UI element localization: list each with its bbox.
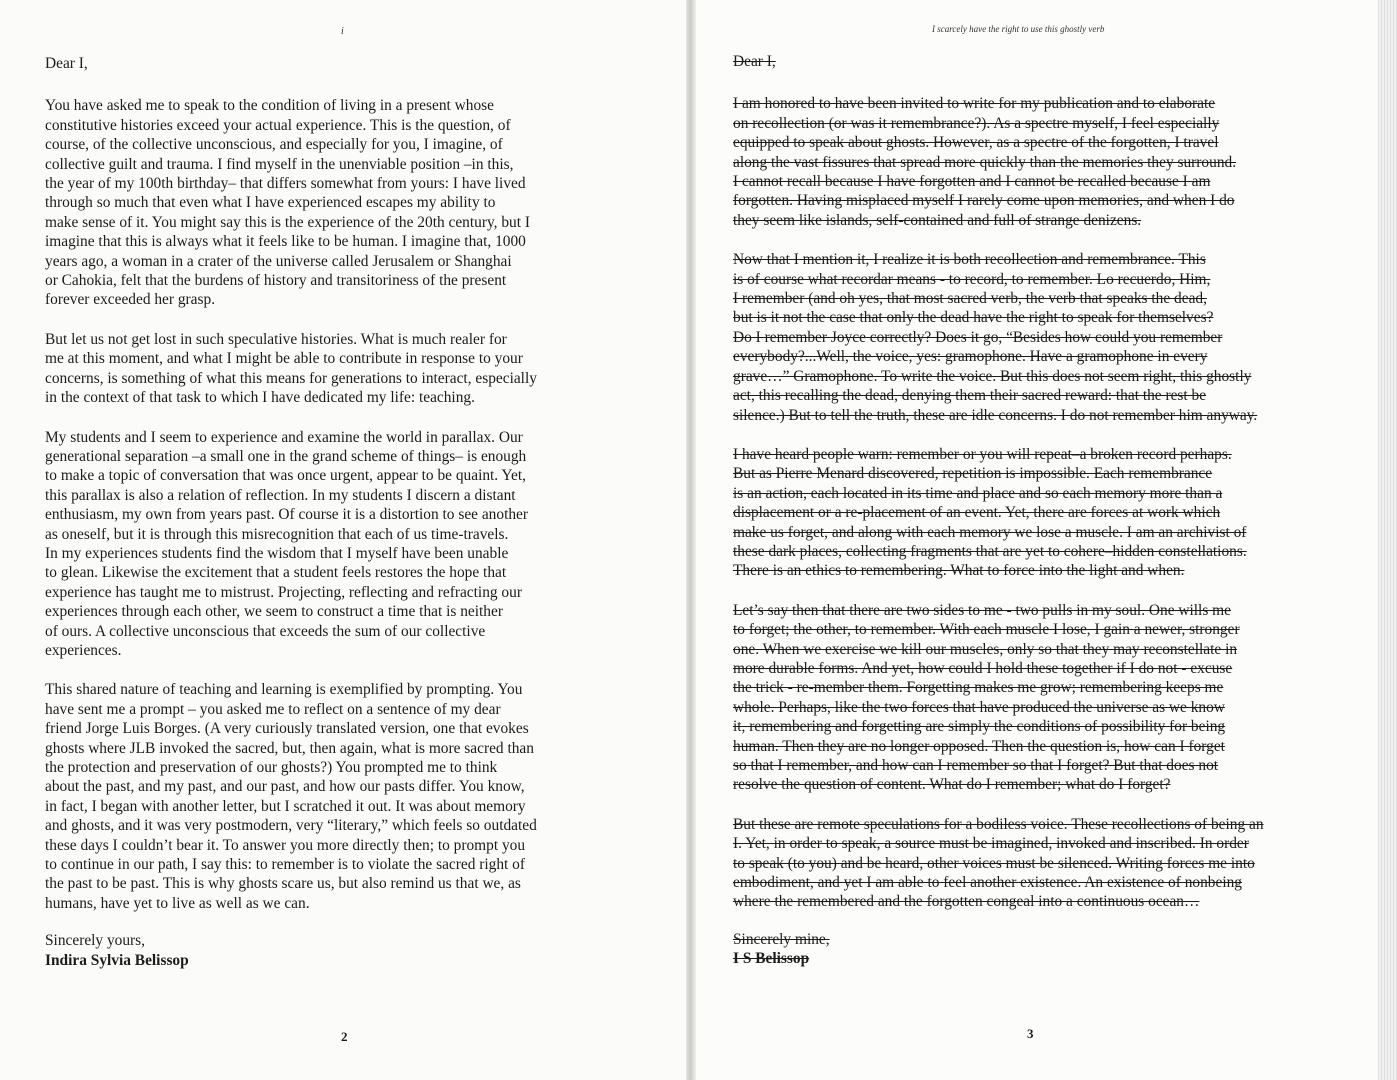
letter-paragraph <box>45 96 645 309</box>
text-line: There is an ethics to remembering. What to force into the light and when. <box>733 562 1185 580</box>
text-line: collective guilt and trauma. I find myself in the unenviable position –in this, <box>45 155 514 173</box>
text-line: but is it not the case that only the dead have the right to speak for themselves? <box>733 309 1214 327</box>
text-line: the year of my 100th birthday– that differs somewhat from yours: I have lived <box>45 175 526 193</box>
text-line: generational separation –a small one in the grand scheme of things– is enough <box>45 447 527 465</box>
text-line: enthusiasm, my own from years past. Of course it is a distortion to see another <box>45 506 528 524</box>
left-page-number: 2 <box>341 1029 348 1044</box>
letter-paragraph <box>45 330 645 408</box>
text-line: You have asked me to speak to the condition of living in a present whose <box>45 97 494 115</box>
text-line: to forget; the other, to remember. With each muscle I lose, I gain a newer, stronger <box>733 621 1240 639</box>
page-edge-stack <box>1378 0 1397 1080</box>
text-line: resolve the question of content. What do I remember; what do I forget? <box>733 776 1171 794</box>
text-line: I have heard people warn: remember or you will repeat–a broken record perhaps. <box>733 445 1232 463</box>
right-salutation: Dear I, <box>733 53 776 70</box>
text-line: grave…” Gramophone. To write the voice. But this does not seem right, this ghostly <box>733 367 1252 385</box>
text-line: Let’s say then that there are two sides to me - two pulls in my soul. One wills me <box>733 601 1231 619</box>
text-line: to glean. Likewise the excitement that a student feels restores the hope that <box>45 564 507 582</box>
left-salutation: Dear I, <box>45 55 88 72</box>
text-line: to continue in our path, I say this: to remember is to violate the sacred right of <box>45 856 525 874</box>
text-line: friend Jorge Luis Borges. (A very curiously translated version, one that evokes <box>45 720 529 738</box>
text-line: to make a topic of conversation that was once urgent, appear to be quaint. Yet, <box>45 467 526 485</box>
text-line: the protection and preservation of our ghosts?) You prompted me to think <box>45 759 498 776</box>
text-line: or Cahokia, felt that the burdens of history and transitoriness of the present <box>45 272 507 290</box>
text-line: embodiment, and yet I am able to feel another existence. An existence of nonbeing <box>733 874 1242 892</box>
text-line: where the remembered and the forgotten congeal into a continuous ocean… <box>733 893 1200 911</box>
letter-paragraph <box>45 680 645 913</box>
text-line: whole. Perhaps, like the two forces that have produced the universe as we know <box>733 698 1225 716</box>
text-line: in fact, I began with another letter, but I scratched it out. It was about memory <box>45 797 526 815</box>
right-signature: I S Belissop <box>733 950 810 968</box>
text-line: they seem like islands, self-contained and full of strange denizens. <box>733 211 1142 229</box>
text-line: more durable forms. And yet, how could I hold these together if I do not - excuse <box>733 659 1233 677</box>
text-line: human. Then they are no longer opposed. Then the question is, how can I forget <box>733 737 1225 755</box>
right-page-number: 3 <box>1027 1026 1034 1041</box>
text-line: I cannot recall because I have forgotten and I cannot be recalled because I am <box>733 173 1211 191</box>
text-line: displacement or a re-placement of an event. Yet, there are forces at work which <box>733 504 1221 522</box>
left-closing: Sincerely yours, <box>45 932 146 950</box>
letter-paragraph <box>733 94 1338 230</box>
text-line: me at this moment, and what I might be able to contribute in response to your <box>45 350 523 368</box>
book-gutter <box>686 0 696 1080</box>
text-line: concerns, is something of what this means for generations to interact, especially <box>45 369 537 387</box>
text-line: course, of the collective unconscious, and especially for you, I imagine, of <box>45 136 503 154</box>
text-line: one. When we exercise we kill our muscles, only so that they may reconstellate in <box>733 640 1238 658</box>
left-signature: Indira Sylvia Belissop <box>45 951 189 969</box>
text-line: is of course what recordar means - to record, to remember. Lo recuerdo, Him, <box>733 270 1211 288</box>
text-line: make us forget, and along with each memory we lose a muscle. I am an archivist of <box>733 523 1247 541</box>
text-line: equipped to speak about ghosts. However, as a spectre of the forgotten, I travel <box>733 134 1219 152</box>
text-line: have sent me a prompt – you asked me to reflect on a sentence of my dear <box>45 700 501 718</box>
left-letter <box>45 54 645 970</box>
text-line: Do I remember Joyce correctly? Does it go, “Besides how could you remember <box>733 328 1223 346</box>
left-page-header: i <box>341 26 344 37</box>
letter-paragraph <box>733 601 1338 795</box>
text-line: make sense of it. You might say this is the experience of the 20th century, but I <box>45 213 530 231</box>
text-line: constitutive histories exceed your actual experience. This is the question, of <box>45 116 511 134</box>
right-letter-struck <box>733 52 1338 969</box>
text-line: But let us not get lost in such speculative histories. What is much realer for <box>45 330 507 348</box>
right-letter-body <box>733 94 1338 911</box>
text-line: these dark places, collecting fragments that are yet to cohere–hidden constellations. <box>733 542 1247 560</box>
letter-paragraph <box>733 815 1338 912</box>
text-line: But as Pierre Menard discovered, repetition is impossible. Each remembrance <box>733 465 1213 483</box>
letter-paragraph <box>733 445 1338 581</box>
text-line: silence.) But to tell the truth, these are idle concerns. I do not remember him anyway. <box>733 406 1258 424</box>
text-line: I remember (and oh yes, that most sacred verb, the verb that speaks the dead, <box>733 290 1207 308</box>
text-line: I. Yet, in order to speak, a source must be imagined, invoked and inscribed. In order <box>733 835 1249 853</box>
text-line: along the vast fissures that spread more quickly than the memories they surround. <box>733 153 1237 171</box>
text-line: about the past, and my past, and our past, and how our pasts differ. You know, <box>45 778 525 796</box>
text-line: I am honored to have been invited to write for my publication and to elaborate <box>733 95 1216 113</box>
text-line: it, remembering and forgetting are simply the conditions of possibility for being <box>733 718 1226 736</box>
text-line: experience has taught me to mistrust. Projecting, reflecting and refracting our <box>45 583 522 601</box>
text-line: the trick - re-member them. Forgetting makes me grow; remembering keeps me <box>733 679 1224 697</box>
text-line: so that I remember, and how can I remember so that I forget? But that does not <box>733 757 1219 774</box>
text-line: ghosts where JLB invoked the sacred, but, then again, what is more sacred than <box>45 739 534 757</box>
text-line: This shared nature of teaching and learning is exemplified by prompting. You <box>45 681 523 699</box>
text-line: and ghosts, and it was very postmodern, very “literary,” which feels so outdated <box>45 817 537 835</box>
letter-paragraph <box>733 250 1338 425</box>
text-line: the past to be past. This is why ghosts scare us, but also remind us that we, as <box>45 875 521 893</box>
text-line: this parallax is also a relation of reflection. In my students I discern a distant <box>45 486 516 504</box>
text-line: forgotten. Having misplaced myself I rarely come upon memories, and when I do <box>733 192 1235 210</box>
text-line: forever exceeded her grasp. <box>45 291 216 309</box>
text-line: everybody?...Well, the voice, yes: gramophone. Have a gramophone in every <box>733 348 1208 366</box>
text-line: But these are remote speculations for a bodiless voice. These recollections of being an <box>733 815 1264 833</box>
right-page-header: I scarcely have the right to use this ghostly verb <box>932 24 1105 34</box>
letter-paragraph <box>45 428 645 661</box>
text-line: years ago, a woman in a crater of the universe called Jerusalem or Shanghai <box>45 252 512 270</box>
text-line: My students and I seem to experience and examine the world in parallax. Our <box>45 428 523 446</box>
text-line: act, this recalling the dead, denying them their sacred reward: that the rest be <box>733 387 1207 405</box>
text-line: in the context of that task to which I have dedicated my life: teaching. <box>45 389 475 407</box>
text-line: to speak (to you) and be heard, other voices must be silenced. Writing forces me into <box>733 854 1255 872</box>
text-line: imagine that this is always what it feels like to be human. I imagine that, 1000 <box>45 233 526 251</box>
text-line: is an action, each located in its time and place and so each memory more than a <box>733 484 1223 502</box>
text-line: through so much that even what I have experienced escapes my ability to <box>45 194 496 212</box>
text-line: In my experiences students find the wisdom that I myself have been unable <box>45 544 509 562</box>
text-line: of ours. A collective unconscious that exceeds the sum of our collective <box>45 622 486 640</box>
text-line: humans, have yet to live as well as we can. <box>45 894 310 912</box>
right-closing: Sincerely mine, <box>733 930 830 948</box>
text-line: experiences. <box>45 641 122 659</box>
text-line: these days I couldn’t bear it. To answer you more directly then; to prompt you <box>45 836 526 854</box>
text-line: Now that I mention it, I realize it is both recollection and remembrance. This <box>733 251 1206 269</box>
left-letter-body <box>45 96 645 913</box>
text-line: as oneself, but it is through this misrecognition that each of us time-travels. <box>45 525 509 543</box>
text-line: on recollection (or was it remembrance?). As a spectre myself, I feel especially <box>733 114 1220 132</box>
text-line: experiences through each other, we seem to construct a time that is neither <box>45 603 503 621</box>
